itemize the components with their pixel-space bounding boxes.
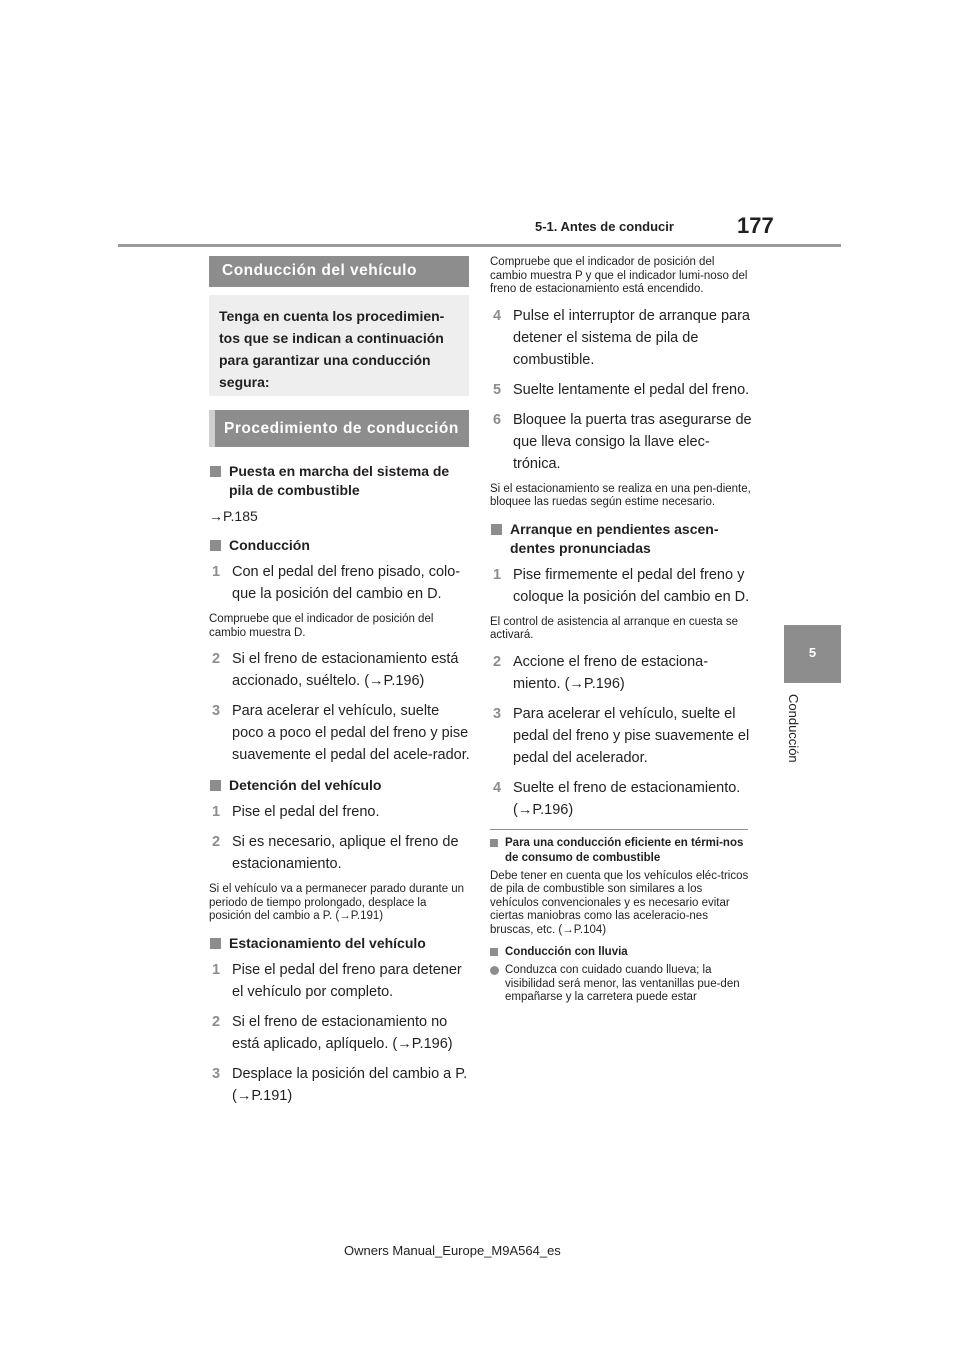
note-text: Compruebe que el indicador de posición del cambio muestra D. bbox=[209, 613, 434, 639]
step-text: Suelte lentamente el pedal del freno. bbox=[513, 381, 750, 398]
step-text: Con el pedal del freno pisado, colo-que la posición del cambio en D. bbox=[232, 564, 461, 602]
step-text: Desplace la posición del cambio a P. (→P.191) bbox=[232, 1065, 468, 1104]
heading-hill: Arranque en pendientes ascen-dentes pronunciadas bbox=[490, 520, 752, 558]
bullet-item: Conduzca con cuidado cuando llueva; la visibilidad será menor, las ventanillas pue-den empañarse y la carretera puede estar bbox=[490, 964, 752, 1005]
step-item bbox=[490, 564, 752, 608]
step-item bbox=[209, 561, 471, 605]
step-text: Pise el pedal del freno para detener el vehículo por completo. bbox=[232, 961, 462, 1000]
step-text: Suelte el freno de estacionamiento. (→P.196) bbox=[513, 779, 741, 818]
step-number: 2 bbox=[212, 834, 221, 850]
circle-bullet-icon bbox=[490, 966, 499, 975]
note-text: Debe tener en cuenta que los vehículos eléc-tricos de pila de combustible son similares a los vehículos convencionales y es necesario evitar ciertas maniobras como las aceleracio-nes bruscas, etc. (→P.104) bbox=[490, 869, 749, 936]
page-reference-link[interactable]: →P.185 bbox=[209, 508, 258, 524]
step-text: Si el freno de estacionamiento no está aplicado, aplíquelo. (→P.196) bbox=[232, 1013, 453, 1052]
step-number: 2 bbox=[212, 1013, 221, 1030]
step-text: Pise el pedal del freno. bbox=[232, 804, 380, 820]
step-item bbox=[490, 305, 752, 371]
step-text: Accione el freno de estaciona-miento. (→P.196) bbox=[513, 653, 709, 692]
chapter-number: 5 bbox=[808, 645, 817, 660]
note-text: Compruebe que el indicador de posición del cambio muestra P y que el indicador lumi-noso del freno de estacionamiento está encendido. bbox=[490, 256, 748, 295]
step-number: 4 bbox=[493, 307, 502, 324]
step-number: 4 bbox=[493, 779, 502, 796]
step-number: 1 bbox=[212, 804, 221, 820]
heading-park: Estacionamiento del vehículo bbox=[209, 934, 471, 953]
square-bullet-icon bbox=[490, 948, 498, 956]
step-number: 2 bbox=[212, 651, 221, 667]
step-number: 1 bbox=[493, 566, 502, 583]
steps-list bbox=[490, 651, 752, 821]
step-number: 2 bbox=[493, 653, 502, 670]
note-text: El control de asistencia al arranque en cuesta se activará. bbox=[490, 615, 739, 641]
step-number: 3 bbox=[493, 705, 502, 722]
steps-list bbox=[209, 801, 471, 875]
section-header: 5-1. Antes de conducir bbox=[535, 219, 674, 234]
steps-list bbox=[490, 305, 752, 475]
heading-start: Puesta en marcha del sistema de pila de combustible bbox=[209, 462, 471, 500]
step-item bbox=[209, 801, 471, 823]
right-column bbox=[490, 256, 752, 1009]
step-number: 1 bbox=[212, 961, 221, 978]
step-item bbox=[490, 651, 752, 695]
subsection-title-bar bbox=[209, 410, 469, 447]
square-bullet-icon bbox=[210, 780, 221, 791]
step-number: 1 bbox=[212, 564, 221, 580]
step-text: Si es necesario, aplique el freno de estacionamiento. bbox=[232, 834, 459, 872]
step-text: Para acelerar el vehículo, suelte el pedal del freno y pise suavemente el pedal del acelerador. bbox=[513, 705, 750, 766]
subsection-title: Procedimiento de conducción bbox=[224, 420, 459, 437]
square-bullet-icon bbox=[491, 524, 502, 535]
header-rule bbox=[118, 244, 841, 247]
step-item bbox=[209, 959, 471, 1003]
step-item bbox=[490, 703, 752, 769]
intro-box bbox=[209, 295, 469, 396]
note-text: Si el estacionamiento se realiza en una pen-diente, bloquee las ruedas según estime necesario. bbox=[490, 482, 751, 508]
heading-rain: Conducción con lluvia bbox=[490, 945, 752, 960]
step-item bbox=[209, 700, 471, 766]
square-bullet-icon bbox=[210, 466, 221, 477]
section-title: Conducción del vehículo bbox=[222, 262, 417, 279]
step-text: Para acelerar el vehículo, suelte poco a poco el pedal del freno y pise suavemente el pedal del acele-rador. bbox=[232, 703, 470, 763]
heading-stop: Detención del vehículo bbox=[209, 776, 471, 795]
chapter-label bbox=[787, 694, 801, 774]
section-title-bar bbox=[209, 256, 469, 287]
heading-driving: Conducción bbox=[209, 536, 471, 555]
square-bullet-icon bbox=[210, 938, 221, 949]
square-bullet-icon bbox=[210, 540, 221, 551]
left-column bbox=[209, 452, 471, 1115]
step-number: 3 bbox=[212, 1065, 221, 1082]
step-item bbox=[490, 379, 752, 401]
chapter-tab[interactable] bbox=[784, 625, 841, 683]
heading-efficiency: Para una conducción eficiente en térmi-nos de consumo de combustible bbox=[490, 836, 752, 866]
step-item bbox=[209, 1063, 471, 1107]
step-text: Pulse el interruptor de arranque para detener el sistema de pila de combustible. bbox=[513, 307, 750, 368]
square-bullet-icon bbox=[490, 839, 498, 847]
steps-list bbox=[209, 959, 471, 1107]
chapter-label-text: Conducción bbox=[786, 694, 801, 763]
note-text: Si el vehículo va a permanecer parado durante un periodo de tiempo prolongado, desplace la posición del cambio a P. (→P.191) bbox=[209, 883, 465, 922]
step-item bbox=[490, 409, 752, 475]
title-accent-bar bbox=[209, 410, 215, 447]
step-text: Si el freno de estacionamiento está accionado, suéltelo. (→P.196) bbox=[232, 651, 459, 689]
steps-list bbox=[209, 648, 471, 766]
step-item bbox=[209, 831, 471, 875]
divider bbox=[490, 829, 748, 830]
steps-list bbox=[490, 564, 752, 608]
step-text: Pise firmemente el pedal del freno y coloque la posición del cambio en D. bbox=[513, 566, 750, 605]
intro-text: Tenga en cuenta los procedimien-tos que se indican a continuación para garantizar una conducción segura: bbox=[219, 308, 445, 390]
step-item bbox=[490, 777, 752, 821]
step-text: Bloquee la puerta tras asegurarse de que lleva consigo la llave elec-trónica. bbox=[513, 411, 752, 472]
footer-text: Owners Manual_Europe_M9A564_es bbox=[344, 1243, 561, 1258]
step-number: 6 bbox=[493, 411, 502, 428]
step-number: 3 bbox=[212, 703, 221, 719]
step-number: 5 bbox=[493, 381, 502, 398]
steps-list bbox=[209, 561, 471, 605]
step-item bbox=[209, 648, 471, 692]
page-number: 177 bbox=[737, 213, 774, 238]
step-item bbox=[209, 1011, 471, 1055]
